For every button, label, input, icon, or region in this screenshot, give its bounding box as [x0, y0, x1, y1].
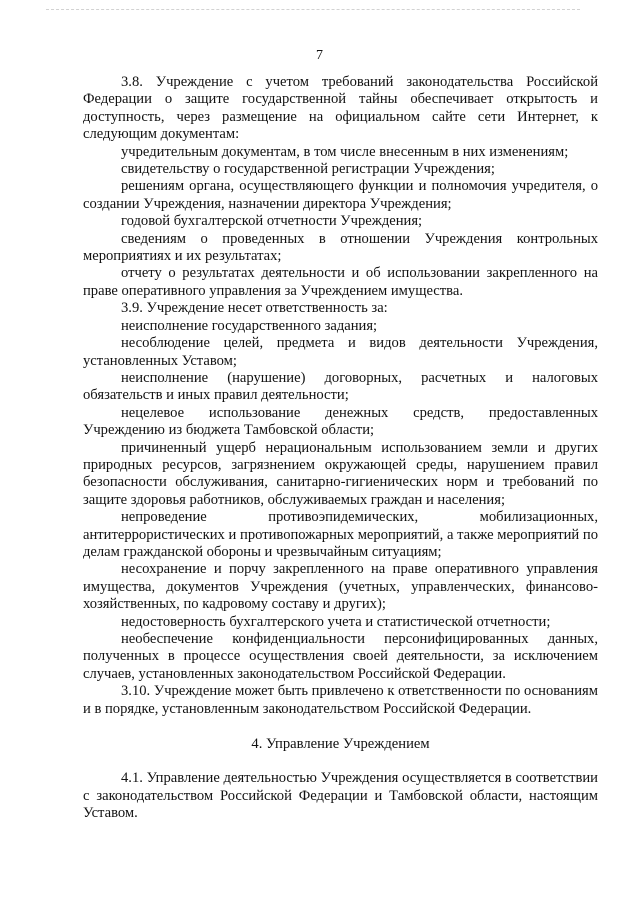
page-number: 7 — [316, 48, 323, 63]
list-item: решениям органа, осуществляющего функции и полномочия учредителя, о создании Учреждения, назначении директора Учреждения; — [83, 178, 598, 212]
list-item: нецелевое использование денежных средств, предоставленных Учреждению из бюджета Тамбовской области; — [83, 404, 598, 439]
paragraph-3-9: 3.9. Учреждение несет ответственность за: — [121, 300, 388, 317]
section-heading: 4. Управление Учреждением — [251, 736, 430, 753]
paragraph-3-10: 3.10. Учреждение может быть привлечено к ответственности по основаниям и в порядке, установленным законодательством Российской Федерации. — [83, 683, 598, 717]
scan-top-edge — [46, 9, 580, 12]
list-item: отчету о результатах деятельности и об использовании закрепленного на праве оперативного управления за Учреждением имущества. — [83, 265, 598, 299]
paragraph-4-1: 4.1. Управление деятельностью Учреждения осуществляется в соответствии с законодательством Российской Федерации и Тамбовской области, настоящим Уставом. — [83, 770, 598, 822]
list-item: учредительным документам, в том числе внесенным в них изменениям; — [121, 143, 569, 160]
list-item: несоблюдение целей, предмета и видов деятельности Учреждения, установленных Уставом; — [83, 335, 598, 369]
paragraph-3-8: 3.8. Учреждение с учетом требований законодательства Российской Федерации о защите государственной тайны обеспечивает открытость и доступность, через размещение на официальном сайте сети Интернет, к следующим документам: — [83, 74, 598, 143]
list-item: недостоверность бухгалтерского учета и статистической отчетности; — [121, 613, 551, 630]
list-item: причиненный ущерб нерациональным использованием земли и других природных ресурсов, загрязнением окружающей среды, нарушением правил безопасности обслуживания, санитарно-гигиенических норм и требований по защите здоровья работников, обслуживаемых граждан и населения; — [83, 439, 598, 508]
list-item: годовой бухгалтерской отчетности Учреждения; — [121, 213, 423, 230]
list-item: сведениям о проведенных в отношении Учреждения контрольных мероприятиях и их результатах; — [83, 230, 598, 265]
list-item: непроведение противоэпидемических, мобилизационных, антитеррористических и противопожарных мероприятий, а также мероприятий по делам гражданской обороны и чрезвычайным ситуациям; — [83, 509, 598, 560]
list-item: неисполнение государственного задания; — [121, 317, 378, 334]
list-item: необеспечение конфиденциальности персонифицированных данных, полученных в процессе осуществления своей деятельности, за исключением случаев, установленных законодательством Российской Федерации. — [83, 631, 598, 682]
list-item: несохранение и порчу закрепленного на праве оперативного управления имущества, документов Учреждения (учетных, управленческих, финансово-хозяйственных, по кадровому составу и других); — [83, 561, 598, 613]
document-body — [83, 74, 598, 823]
list-item: свидетельству о государственной регистрации Учреждения; — [121, 161, 495, 178]
list-item: неисполнение (нарушение) договорных, расчетных и налоговых обязательств и иных правил деятельности; — [83, 369, 598, 404]
